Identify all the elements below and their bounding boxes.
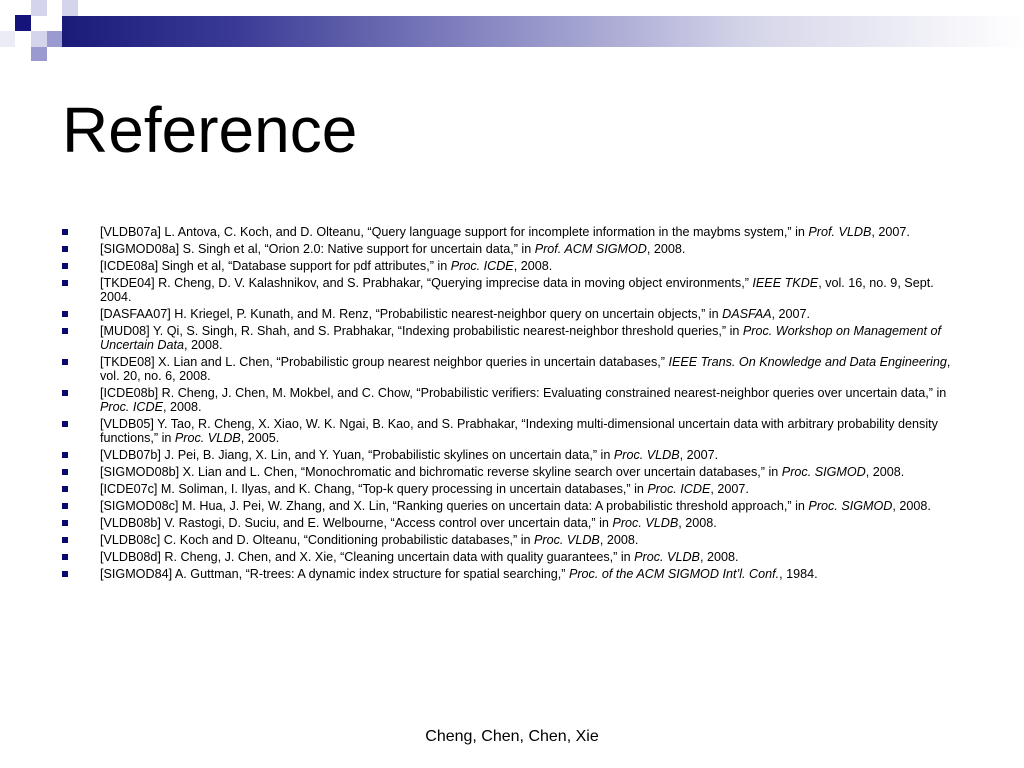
reference-text: , 2007. [679,448,719,462]
reference-venue: Proc. VLDB [634,550,700,564]
reference-text: , 2008. [699,550,739,564]
reference-venue: Proc. ICDE [100,400,163,414]
square-bullet-icon [62,554,68,560]
reference-text: , 2008. [892,499,931,513]
reference-text: [VLDB08c] C. Koch and D. Olteanu, “Conditioning probabilistic databases,” in [100,533,535,547]
reference-text: , 2008. [865,465,905,479]
reference-text: [SIGMOD08b] X. Lian and L. Chen, “Monochromatic and bichromatic reverse skyline search over uncertain databases,” in [100,465,782,479]
reference-item [60,567,968,581]
reference-item [60,276,968,304]
reference-text: , 2007. [771,307,811,321]
reference-venue: Prof. ACM SIGMOD [534,242,647,256]
reference-text: , vol. 20, no. 6, 2008. [100,355,951,383]
reference-venue: IEEE Trans. On Knowledge and Data Engineering [668,355,947,369]
reference-item [60,225,968,239]
reference-text: , vol. 16, no. 9, Sept. 2004. [100,276,934,304]
square-bullet-icon [62,246,68,252]
reference-venue: Proc. VLDB [612,516,679,530]
reference-text: [VLDB07b] J. Pei, B. Jiang, X. Lin, and Y. Yuan, “Probabilistic skylines on uncertain data,” in [100,448,614,462]
square-bullet-icon [62,263,68,269]
decor-square [62,0,78,16]
reference-text: , 2008. [599,533,639,547]
reference-item [60,516,968,530]
reference-venue: Proc. VLDB [534,533,600,547]
reference-text: , 2008. [678,516,717,530]
square-bullet-icon [62,311,68,317]
decor-square [0,31,15,47]
reference-text: [VLDB07a] L. Antova, C. Koch, and D. Olteanu, “Query language support for incomplete information in the maybms system,” in [100,225,809,239]
reference-item [60,307,968,321]
reference-text: [SIGMOD84] A. Guttman, “R-trees: A dynamic index structure for spatial searching,” [100,567,569,581]
reference-item [60,550,968,564]
reference-text: , 1984. [779,567,818,581]
square-bullet-icon [62,452,68,458]
reference-venue: Proc. ICDE [647,482,711,496]
reference-text: , 2005. [240,431,280,445]
reference-venue: DASFAA [722,307,772,321]
reference-item [60,259,968,273]
reference-text: [VLDB05] Y. Tao, R. Cheng, X. Xiao, W. K. Ngai, B. Kao, and S. Prabhakar, “Indexing multi-dimensional uncertain data with arbitrary probability density functions,” in [100,417,938,445]
reference-item [60,448,968,462]
reference-text: , 2008. [646,242,686,256]
reference-text: [ICDE07c] M. Soliman, I. Ilyas, and K. Chang, “Top-k query processing in uncertain databases,” in [100,482,648,496]
reference-item [60,465,968,479]
square-bullet-icon [62,486,68,492]
reference-text: , 2008. [513,259,553,273]
reference-text: , 2008. [162,400,202,414]
reference-list [60,225,968,584]
reference-venue: Proc. SIGMOD [808,499,893,513]
reference-venue: Proc. SIGMOD [781,465,866,479]
reference-text: [ICDE08b] R. Cheng, J. Chen, M. Mokbel, and C. Chow, “Probabilistic verifiers: Evaluating constrained nearest-neighbor queries over uncertain data,” in [100,386,947,400]
decor-square [15,15,31,31]
slide-title: Reference [62,94,358,166]
reference-venue: Prof. VLDB [808,225,872,239]
reference-item [60,386,968,414]
reference-venue: Proc. ICDE [450,259,514,273]
reference-text: [ICDE08a] Singh et al, “Database support for pdf attributes,” in [100,259,451,273]
square-bullet-icon [62,328,68,334]
reference-text: [MUD08] Y. Qi, S. Singh, R. Shah, and S. Prabhakar, “Indexing probabilistic nearest-neighbor threshold queries,” in [100,324,743,338]
square-bullet-icon [62,359,68,365]
reference-item [60,324,968,352]
square-bullet-icon [62,421,68,427]
square-bullet-icon [62,390,68,396]
reference-text: , 2007. [871,225,910,239]
reference-text: , 2008. [184,338,223,352]
reference-text: [SIGMOD08c] M. Hua, J. Pei, W. Zhang, and X. Lin, “Ranking queries on uncertain data: A probabilistic threshold approach,” in [100,499,809,513]
reference-venue: Proc. VLDB [174,431,241,445]
square-bullet-icon [62,571,68,577]
reference-text: [VLDB08b] V. Rastogi, D. Suciu, and E. Welbourne, “Access control over uncertain data,” in [100,516,613,530]
reference-text: , 2007. [710,482,749,496]
reference-venue: IEEE TKDE [752,276,819,290]
reference-item [60,242,968,256]
reference-text: [DASFAA07] H. Kriegel, P. Kunath, and M. Renz, “Probabilistic nearest-neighbor query on uncertain objects,” in [100,307,723,321]
reference-item [60,533,968,547]
decor-square [31,47,47,61]
square-bullet-icon [62,503,68,509]
square-bullet-icon [62,229,68,235]
reference-item [60,355,968,383]
reference-item [60,482,968,496]
reference-item [60,417,968,445]
reference-venue: Proc. Workshop on Management of Uncertain Data [100,324,941,352]
reference-text: [SIGMOD08a] S. Singh et al, “Orion 2.0: Native support for uncertain data,” in [100,242,535,256]
decor-square [31,0,47,16]
decor-square [31,31,47,47]
square-bullet-icon [62,537,68,543]
gradient-bar [62,16,1024,47]
square-bullet-icon [62,520,68,526]
square-bullet-icon [62,469,68,475]
slide-header-decoration [0,0,1024,64]
reference-item [60,499,968,513]
reference-text: [VLDB08d] R. Cheng, J. Chen, and X. Xie, “Cleaning uncertain data with quality guarantees,” in [100,550,635,564]
reference-text: [TKDE08] X. Lian and L. Chen, “Probabilistic group nearest neighbor queries in uncertain databases,” [100,355,669,369]
reference-venue: Proc. of the ACM SIGMOD Int’l. Conf. [568,567,780,581]
decor-square [47,31,62,47]
reference-venue: Proc. VLDB [613,448,680,462]
square-bullet-icon [62,280,68,286]
reference-text: [TKDE04] R. Cheng, D. V. Kalashnikov, and S. Prabhakar, “Querying imprecise data in moving object environments,” [100,276,753,290]
slide-footer: Cheng, Chen, Chen, Xie [425,728,599,745]
